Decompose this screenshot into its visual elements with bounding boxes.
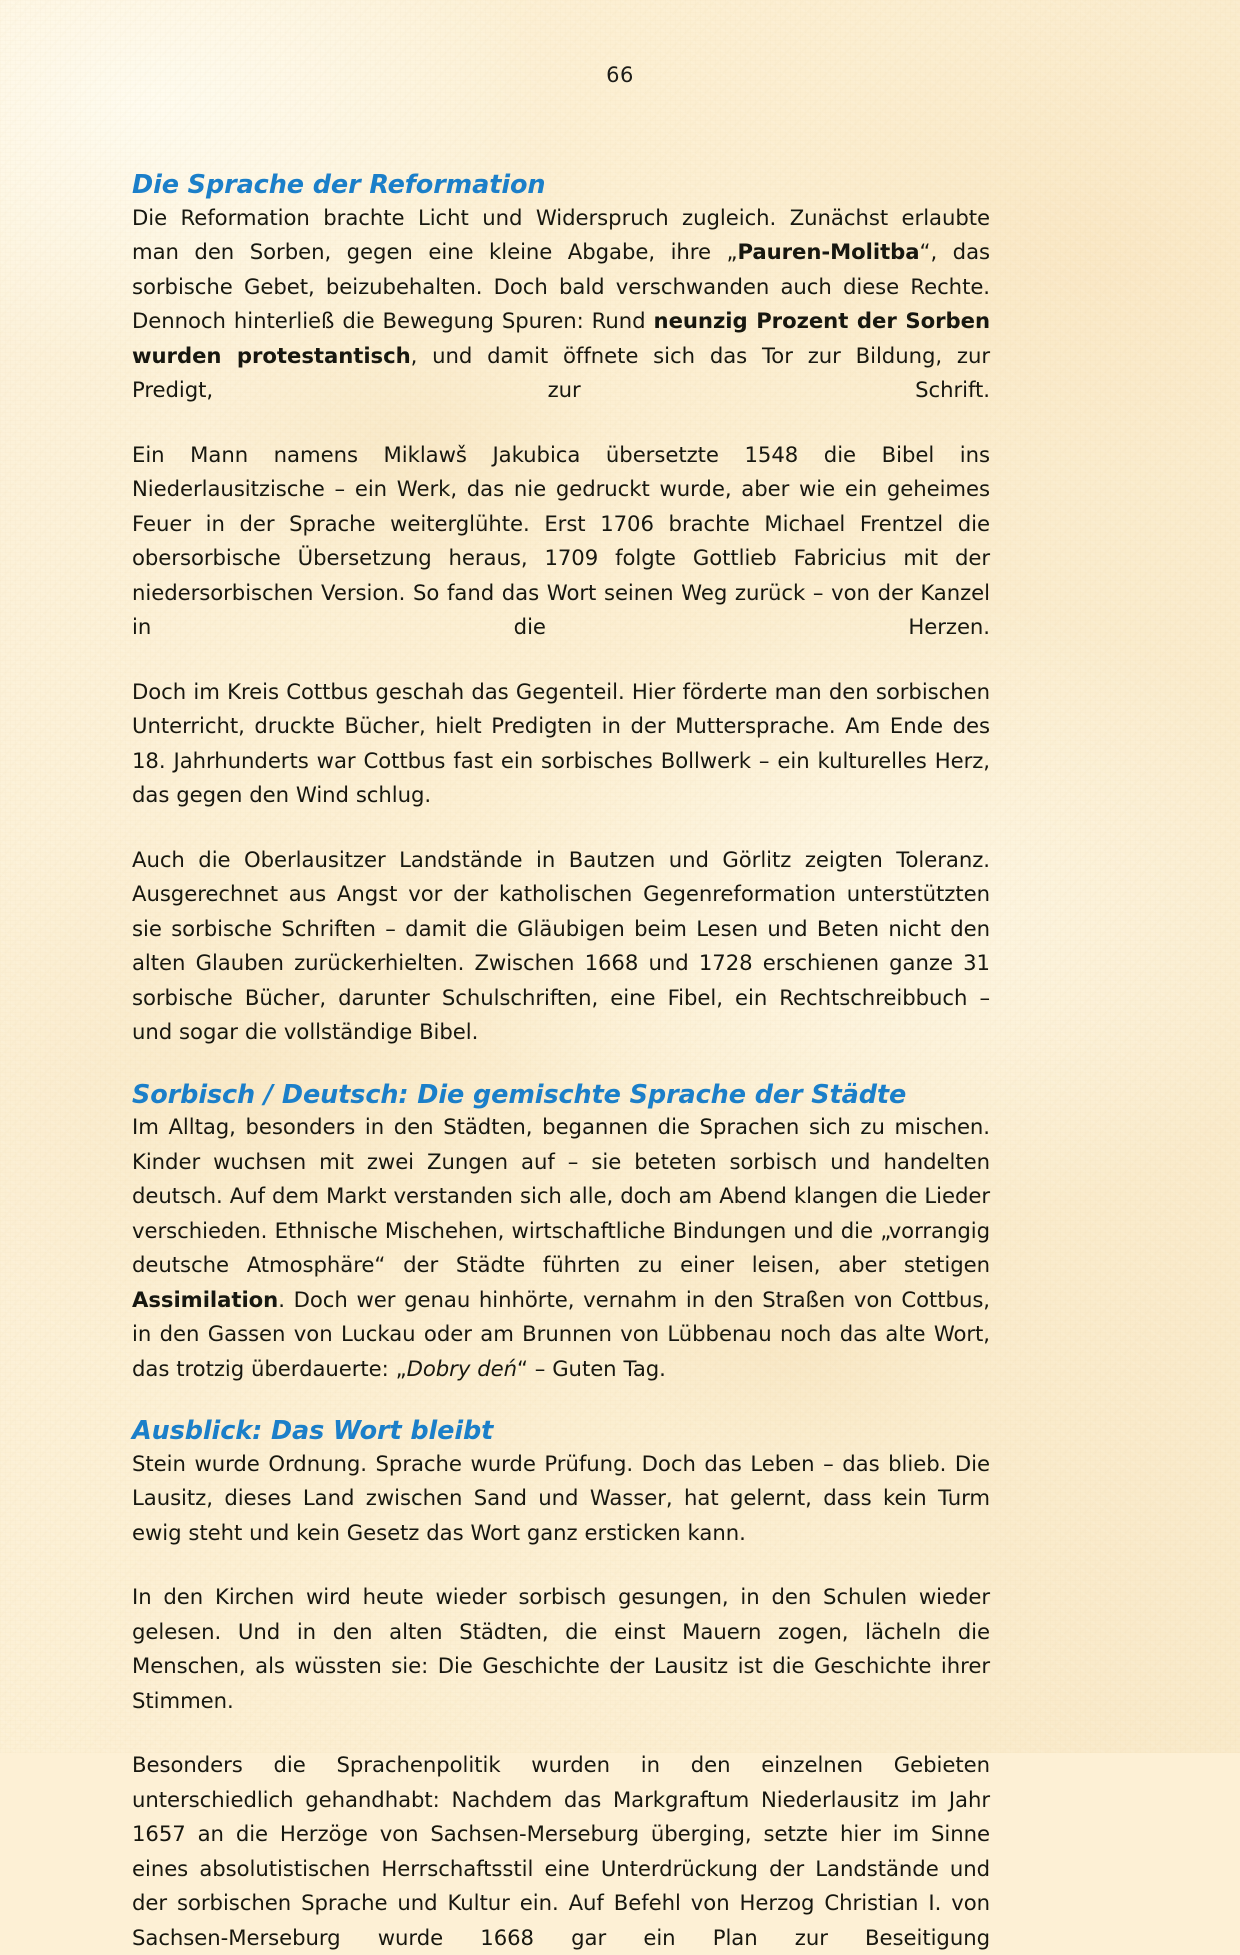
body-paragraph: [132, 1110, 990, 1386]
bold-emphasis: Assimilation: [132, 1286, 279, 1312]
text-run: Ein Mann namens Miklawš Jakubica übersetzte 1548 die Bibel ins Niederlausitzische – ein Werk, das nie gedruckt wurde, aber wie ein geheimes Feuer in der Sprache weiterglühte. Erst 1706 brachte Michael Frentzel die obersorbische Übersetzung heraus, 1709 folgte Gottlieb Fabricius mit der niedersorbischen Version. So fand das Wort seinen Weg zurück – von der Kanzel in die Herzen.: [132, 441, 990, 640]
body-paragraph: [132, 201, 990, 408]
text-run: Im Alltag, besonders in den Städten, begannen die Sprachen sich zu mischen. Kinder wuchsen mit zwei Zungen auf – sie beteten sorbisch und handelten deutsch. Auf dem Markt verstanden sich alle, doch am Abend klangen die Lieder verschieden. Ethnische Mischehen, wirtschaftliche Bindungen und die „vorrangig deutsche Atmosphäre“ der Städte führten zu einer leisen, aber stetigen: [132, 1114, 990, 1278]
section-heading: Sorbisch / Deutsch: Die gemischte Sprache der Städte: [132, 1079, 907, 1110]
body-paragraph: [132, 675, 990, 813]
text-run: , und damit öffnete sich das Tor zur Bildung, zur Predigt, zur Schrift.: [132, 342, 990, 403]
text-column: [132, 170, 990, 1955]
text-run: Auch die Oberlausitzer Landstände in Bautzen und Görlitz zeigten Toleranz. Ausgerechnet aus Angst vor der katholischen Gegenreformation unterstützten sie sorbische Schriften – damit die Gläubigen beim Lesen und Beten nicht den alten Glauben zurückerhielten. Zwischen 1668 und 1728 erschienen ganze 31 sorbische Bücher, darunter Schulschriften, eine Fibel, ein Rechtschreibbuch – und sogar die vollständige Bibel.: [132, 846, 990, 1045]
text-run: “ – Guten Tag.: [516, 1355, 666, 1381]
page-number: 66: [606, 63, 634, 87]
section-heading: Die Sprache der Reformation: [132, 170, 546, 200]
text-run: In den Kirchen wird heute wieder sorbisch gesungen, in den Schulen wieder gelesen. Und in den alten Städten, die einst Mauern zogen, lächeln die Menschen, als wüssten sie: Die Geschichte der Lausitz ist die Geschichte ihrer Stimmen.: [132, 1584, 990, 1713]
text-run: “, das sorbische Gebet, beizubehalten. Doch bald verschwanden auch diese Rechte. Dennoch hinterließ die Bewegung Spuren: Rund: [132, 239, 990, 334]
section-heading: Ausblick: Das Wort bleibt: [132, 1416, 494, 1447]
bold-emphasis: neunzig Prozent der Sorben wurden protestantisch: [132, 308, 990, 368]
text-run: Doch im Kreis Cottbus geschah das Gegenteil. Hier förderte man den sorbischen Unterricht, druckte Bücher, hielt Predigten in der Muttersprache. Am Ende des 18. Jahrhunderts war Cottbus fast ein sorbisches Bollwerk – ein kulturelles Herz, das gegen den Wind schlug.: [132, 678, 990, 808]
text-run: Stein wurde Ordnung. Sprache wurde Prüfung. Doch das Leben – das blieb. Die Lausitz, dieses Land zwischen Sand und Wasser, hat gelernt, dass kein Turm ewig steht und kein Gesetz das Wort ganz ersticken kann.: [132, 1450, 990, 1545]
italic-emphasis: Dobry deń: [406, 1355, 517, 1381]
text-run: Die Reformation brachte Licht und Widerspruch zugleich. Zunächst erlaubte man den Sorben, gegen eine kleine Abgabe, ihre „: [132, 204, 990, 265]
body-paragraph: [132, 843, 990, 1050]
body-paragraph: [132, 1447, 990, 1551]
bold-emphasis: Pauren-Molitba: [737, 239, 920, 265]
body-paragraph: [132, 1748, 990, 1955]
body-paragraph: [132, 1580, 990, 1718]
body-paragraph: [132, 438, 990, 645]
text-run: . Doch wer genau hinhörte, vernahm in den Straßen von Cottbus, in den Gassen von Luckau oder am Brunnen von Lübbenau noch das alte Wort, das trotzig überdauerte: „: [132, 1286, 990, 1381]
text-run: Besonders die Sprachenpolitik wurden in den einzelnen Gebieten unterschiedlich gehandhabt: Nachdem das Markgraftum Niederlausitz im Jahr 1657 an die Herzöge von Sachsen-Merseburg überging, setzte hier im Sinne eines absolutistischen Herrschaftsstil eine Unterdrückung der Landstände und der sorbischen Sprache und Kultur ein. Auf Befehl von Herzog Christian I. von Sachsen-Merseburg wurde 1668 gar ein Plan zur Beseitigung: [132, 1752, 990, 1950]
